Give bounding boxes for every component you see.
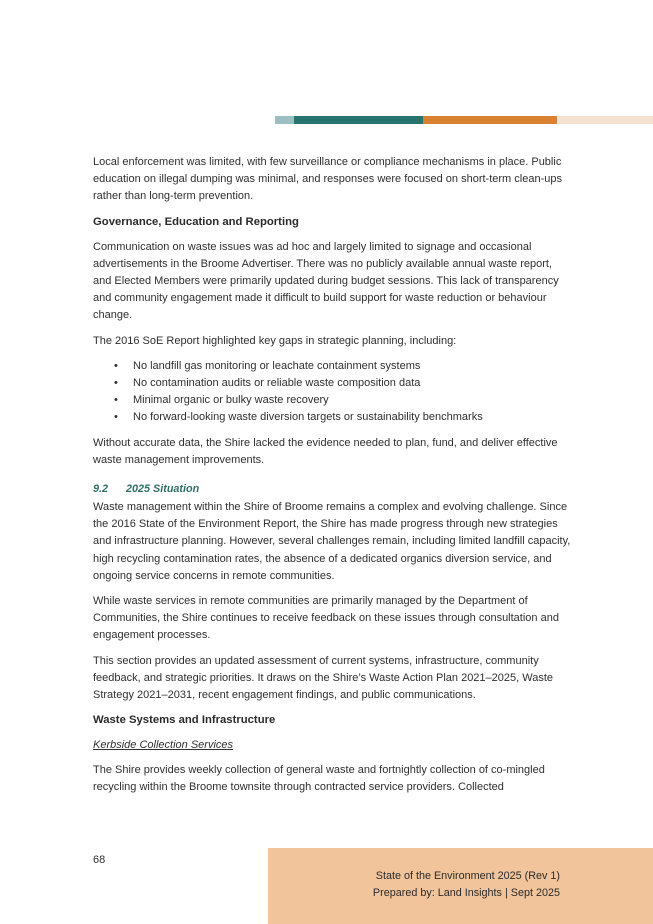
paragraph-remote-communities: While waste services in remote communities are primarily managed by the Department of Communities, the Shire continues to receive feedback on these issues through consultation and engagement processes. <box>93 595 559 642</box>
list-item: • No landfill gas monitoring or leachate containment systems <box>93 358 573 375</box>
paragraph-communication: Communication on waste issues was ad hoc and largely limited to signage and occasional advertisements in the Broome Advertiser. There was no publicly available annual waste report, and Elected Members were primarily updated during budget sessions. This lack of transparency and community engagement made it difficult to build support for waste reduction or behaviour change. <box>93 240 559 322</box>
page-number: 68 <box>93 854 106 866</box>
footer-text <box>373 868 560 902</box>
list-item: • No forward-looking waste diversion targets or sustainability benchmarks <box>93 409 573 426</box>
section-title: 2025 Situation <box>126 483 200 496</box>
footer-prepared-by: Prepared by: Land Insights | Sept 2025 <box>372 887 560 899</box>
bar-segment-teal <box>294 116 423 124</box>
section-heading-9-2 <box>93 481 573 497</box>
header-color-bar <box>275 116 653 124</box>
footer-report-title: State of the Environment 2025 (Rev 1) <box>375 870 560 882</box>
bar-segment-pale <box>557 116 653 124</box>
paragraph-gaps-intro: The 2016 SoE Report highlighted key gaps in strategic planning, including: <box>93 334 457 347</box>
list-item: • Minimal organic or bulky waste recovery <box>93 392 573 409</box>
heading-systems: Waste Systems and Infrastructure <box>93 714 276 727</box>
paragraph-2025-overview: Waste management within the Shire of Broome remains a complex and evolving challenge. Since the 2016 State of the Environment Report, the Shire has made progress through new strategies and infrastructure planning. However, several challenges remain, including limited landfill capacity, high recycling contamination rates, the absence of a dedicated organics diversion service, and ongoing service concerns in remote communities. <box>93 501 571 582</box>
paragraph-data-lack: Without accurate data, the Shire lacked the evidence needed to plan, fund, and deliver effective waste management improvements. <box>93 436 558 466</box>
heading-governance: Governance, Education and Reporting <box>93 215 299 228</box>
footer-box <box>268 848 653 924</box>
paragraph-section-scope: This section provides an updated assessment of current systems, infrastructure, community feedback, and strategic priorities. It draws on the Shire’s Waste Action Plan 2021–2025, Waste Strategy 2021–2031, recent engagement findings, and public communications. <box>93 654 554 702</box>
bar-segment-light-teal <box>275 116 294 124</box>
list-item: • No contamination audits or reliable waste composition data <box>93 375 573 392</box>
page-body <box>93 154 573 805</box>
paragraph-kerbside: The Shire provides weekly collection of general waste and fortnightly collection of co-mingled recycling within the Broome townsite through contracted service providers. Collected <box>93 764 545 794</box>
subheading-kerbside: Kerbside Collection Services <box>93 739 234 752</box>
section-number: 9.2 <box>93 483 109 496</box>
gaps-list <box>93 358 573 427</box>
paragraph-enforcement: Local enforcement was limited, with few surveillance or compliance mechanisms in place. Public education on illegal dumping was minimal, and responses were focused on short-term clean-ups rather than long-term prevention. <box>93 156 562 203</box>
bar-segment-orange <box>423 116 557 124</box>
